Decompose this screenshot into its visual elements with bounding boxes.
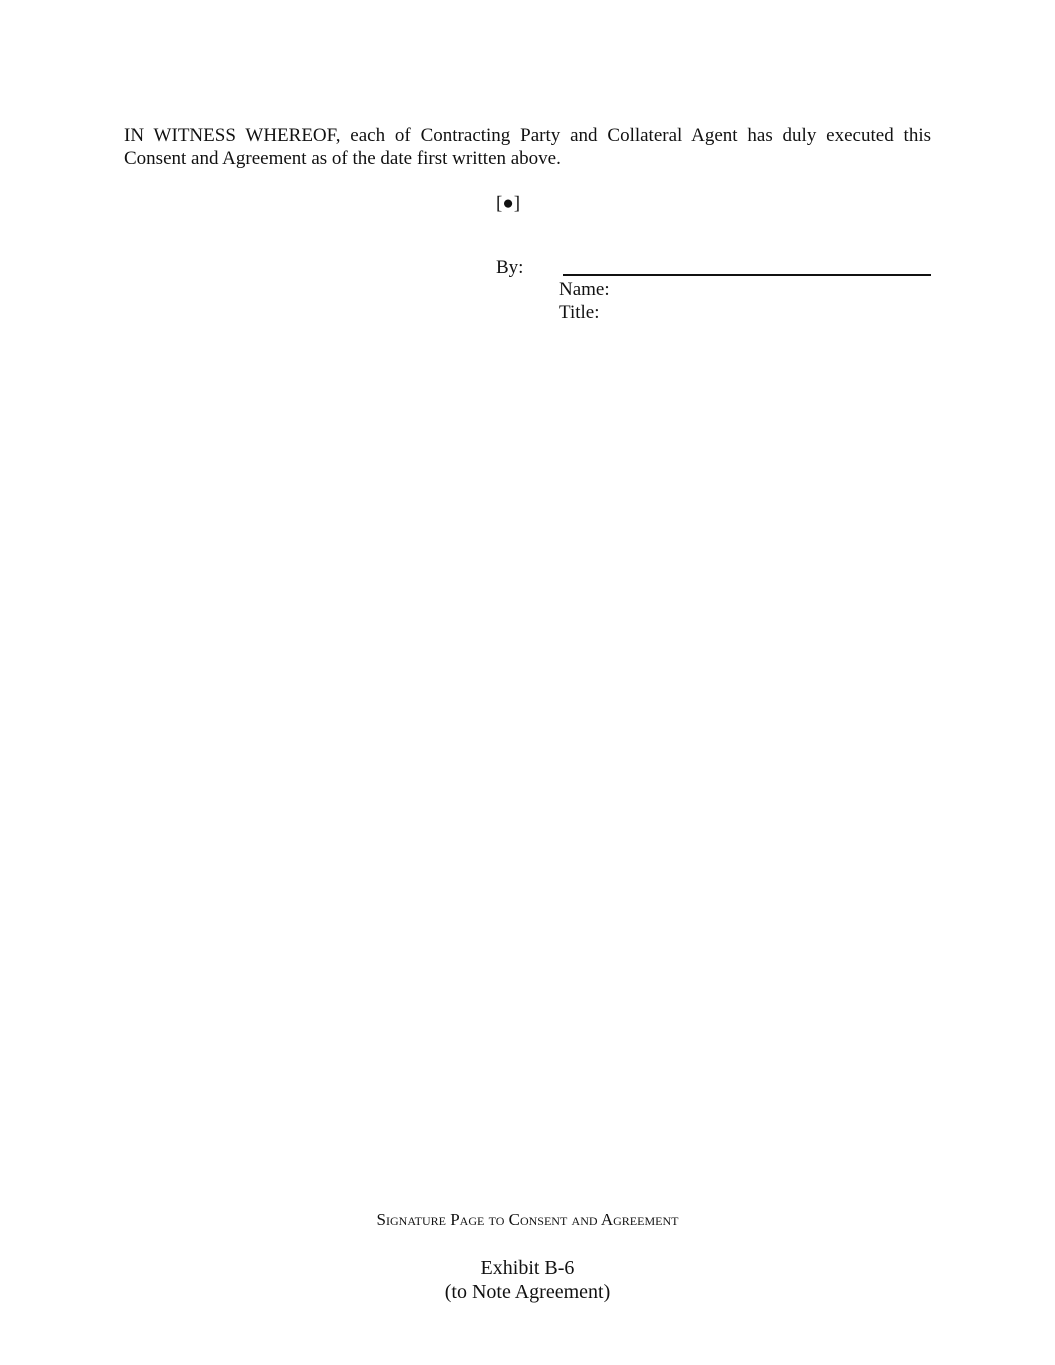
by-label: By: <box>496 257 524 278</box>
name-label: Name: <box>559 279 610 300</box>
witness-paragraph: IN WITNESS WHEREOF, each of Contracting Party and Collateral Agent has duly executed this Consent and Agreement as of the date first written above. <box>124 125 931 169</box>
party-name-placeholder: [●] <box>496 193 521 214</box>
exhibit-reference: (to Note Agreement) <box>444 1281 611 1303</box>
signature-line <box>563 274 931 276</box>
title-label: Title: <box>559 302 600 323</box>
signature-page-caption: Signature Page to Consent and Agreement <box>376 1210 679 1229</box>
exhibit-label: Exhibit B-6 <box>480 1257 575 1279</box>
